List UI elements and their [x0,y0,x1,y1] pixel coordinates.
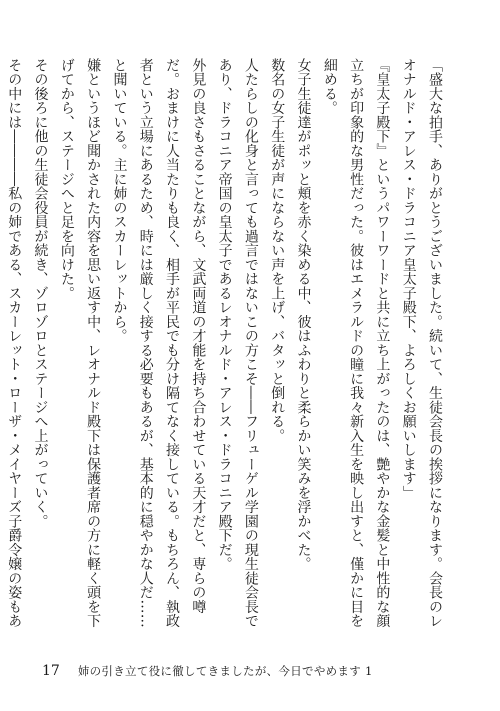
paragraph: 外見の良さもさることながら、文武両道の才能を持ち合わせている天才だと、専らの噂だ。おまけに人当たりも良く、相手が平民でも分け隔てなく接している。もちろん、執政者という立場にあるため、時には厳しく接する必要もあるが、基本的に穏やかな人だ……と聞いている。主に姉のスカーレットから。 [111,58,207,628]
paragraph: 人たらしの化身と言っても過言ではないこの方こそ――フリューゲル学園の現生徒会長であり、ドラコニア帝国の皇太子であるレオナルド・アレス・ドラコニア殿下だ。 [216,58,259,628]
paragraph: その後ろに他の生徒会役員が続き、ゾロゾロとステージへ上がっていく。 [32,58,49,529]
page-number: 17 [42,663,60,679]
paragraph: 女子生徒達がポッと頬を赤く染める中、彼はふわりと柔らかい笑みを浮かべた。 [295,58,312,571]
running-title: 姉の引き立て役に徹してきましたが、今日でやめます 1 [77,664,373,678]
body-text [6,58,448,638]
paragraph: 数名の女子生徒が声にならない声を上げ、バタッと倒れる。 [269,58,286,443]
paragraph: その中には――――私の姉である、スカーレット・ローザ・メイヤーズ子爵令嬢の姿もあ [6,58,23,628]
paragraph: 『皇太子殿下』というパワーワードと共に立ち上がったのは、艶やかな金髪と中性的な顔立ちが印象的な男性だった。彼はエメラルドの瞳に我々新入生を映し出すと、僅かに目を細める。 [321,58,391,628]
paragraph: 嫌というほど聞かされた内容を思い返す中、レオナルド殿下は保護者席の方に軽く頭を下げてから、ステージへと足を向けた。 [58,58,102,628]
page-footer [42,663,373,683]
paragraph: 「盛大な拍手、ありがとうございました。続いて、生徒会長の挨拶になります。会長のレオナルド・アレス・ドラコニア皇太子殿下、よろしくお願いします」 [400,58,443,628]
